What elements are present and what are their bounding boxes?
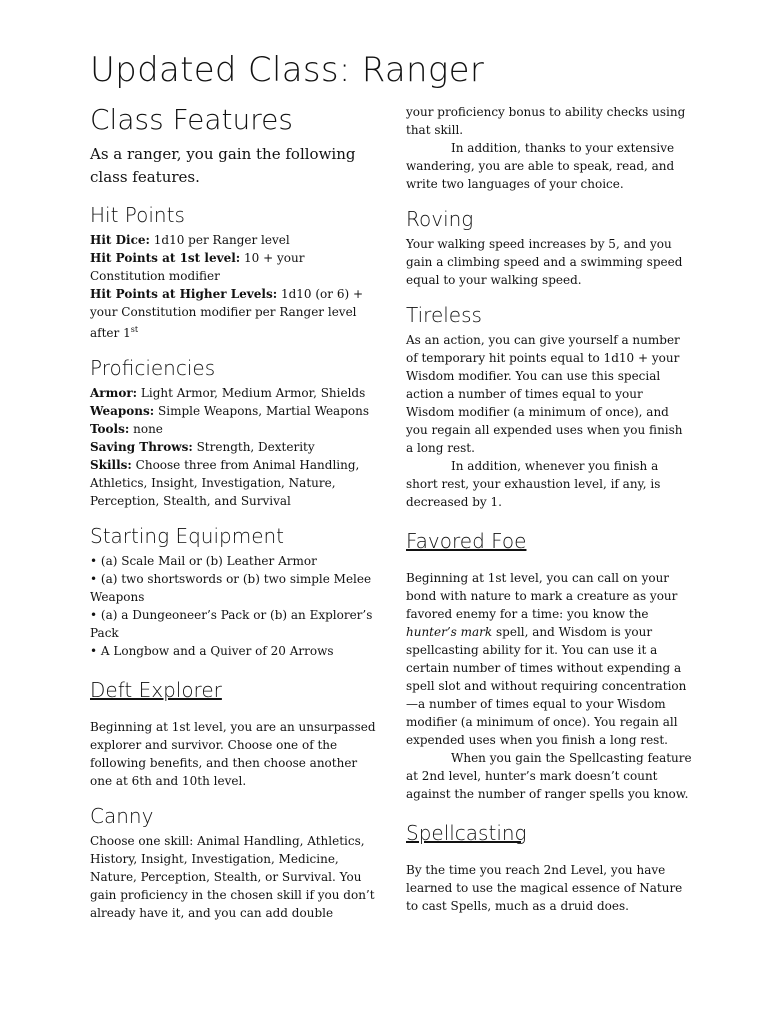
weapons-value: Simple Weapons, Martial Weapons [154, 404, 369, 418]
left-column [90, 103, 380, 922]
hit-dice-line [90, 231, 380, 249]
tireless-exhaustion-text: In addition, whenever you finish a short rest, your exhaustion level, if any, is decreased by 1. [406, 459, 661, 509]
canny-continued-text: your proficiency bonus to ability checks using that skill. [406, 105, 686, 137]
saving-throws-value: Strength, Dexterity [192, 440, 315, 454]
class-features-heading: Class Features [90, 103, 293, 136]
equipment-item: • (a) a Dungeoneer’s Pack or (b) an Explorer’s Pack [90, 608, 373, 640]
starting-equipment-heading: Starting Equipment [90, 524, 285, 548]
right-column [406, 103, 692, 915]
skills-label: Skills: [90, 458, 132, 472]
higher-levels-hp-label: Hit Points at Higher Levels: [90, 287, 278, 301]
deft-explorer-text: Beginning at 1st level, you are an unsurpassed explorer and survivor. Choose one of the following benefits, and then choose another one at 6th and 10th level. [90, 720, 376, 788]
favored-foe-spellcasting-text: When you gain the Spellcasting feature at 2nd level, hunter’s mark doesn’t count against the number of ranger spells you know. [406, 751, 692, 801]
proficiencies-heading: Proficiencies [90, 356, 216, 380]
tools-label: Tools: [90, 422, 130, 436]
tools-line [90, 420, 380, 438]
hit-points-heading: Hit Points [90, 203, 185, 227]
favored-foe-heading: Favored Foe [406, 529, 527, 553]
canny-languages-text: In addition, thanks to your extensive wandering, you are able to speak, read, and write two languages of your choice. [406, 141, 675, 191]
weapons-label: Weapons: [90, 404, 155, 418]
higher-levels-hp-line [90, 285, 380, 342]
deft-explorer-heading: Deft Explorer [90, 678, 222, 702]
equipment-item: • (a) two shortswords or (b) two simple Melee Weapons [90, 572, 372, 604]
skills-value: Choose three from Animal Handling, Athletics, Insight, Investigation, Nature, Perception, Stealth, and Survival [90, 458, 360, 508]
weapons-line [90, 402, 380, 420]
equipment-item: • (a) Scale Mail or (b) Leather Armor [90, 554, 317, 568]
canny-text: Choose one skill: Animal Handling, Athletics, History, Insight, Investigation, Medicine, Nature, Perception, Stealth, or Survival. You gain proficiency in the chosen skill if you don’t already have it, and you can add double [90, 834, 375, 920]
hunters-mark-term: hunter’s mark [406, 625, 493, 639]
higher-levels-hp-value: 1d10 (or 6) + your Constitution modifier per Ranger level after 1 [90, 287, 364, 340]
saving-throws-label: Saving Throws: [90, 440, 193, 454]
spellcasting-text: By the time you reach 2nd Level, you have learned to use the magical essence of Nature to cast Spells, much as a druid does. [406, 863, 683, 913]
roving-heading: Roving [406, 207, 474, 231]
canny-heading: Canny [90, 804, 154, 828]
roving-text: Your walking speed increases by 5, and you gain a climbing speed and a swimming speed equal to your walking speed. [406, 237, 683, 287]
page-title: Updated Class: Ranger [90, 50, 485, 90]
higher-levels-sup: st [130, 325, 139, 334]
equipment-item: • A Longbow and a Quiver of 20 Arrows [90, 644, 334, 658]
armor-line [90, 384, 380, 402]
tireless-heading: Tireless [406, 303, 482, 327]
class-features-intro: As a ranger, you gain the following class features. [90, 145, 356, 186]
armor-value: Light Armor, Medium Armor, Shields [137, 386, 366, 400]
favored-foe-text [406, 569, 692, 749]
tools-value: none [129, 422, 163, 436]
hit-dice-label: Hit Dice: [90, 233, 150, 247]
first-level-hp-line [90, 249, 380, 285]
tireless-text: As an action, you can give yourself a number of temporary hit points equal to 1d10 + your Wisdom modifier. You can use this special action a number of times equal to your Wisdom modifier (a minimum of once), and you regain all expended uses when you finish a long rest. [406, 333, 683, 455]
favored-foe-text-b: spell, and Wisdom is your spellcasting ability for it. You can use it a certain number of times without expending a spell slot and without requiring concentration—a number of times equal to your Wisdom modifier (a minimum of once). You regain all expended uses when you finish a long rest. [406, 625, 687, 747]
skills-line [90, 456, 380, 510]
armor-label: Armor: [90, 386, 138, 400]
spellcasting-heading: Spellcasting [406, 821, 527, 845]
hit-dice-value: 1d10 per Ranger level [149, 233, 290, 247]
first-level-hp-label: Hit Points at 1st level: [90, 251, 241, 265]
first-level-hp-value: 10 + your Constitution modifier [90, 251, 305, 283]
favored-foe-text-a: Beginning at 1st level, you can call on your bond with nature to mark a creature as your favored enemy for a time: you know the [406, 571, 678, 621]
saving-throws-line [90, 438, 380, 456]
